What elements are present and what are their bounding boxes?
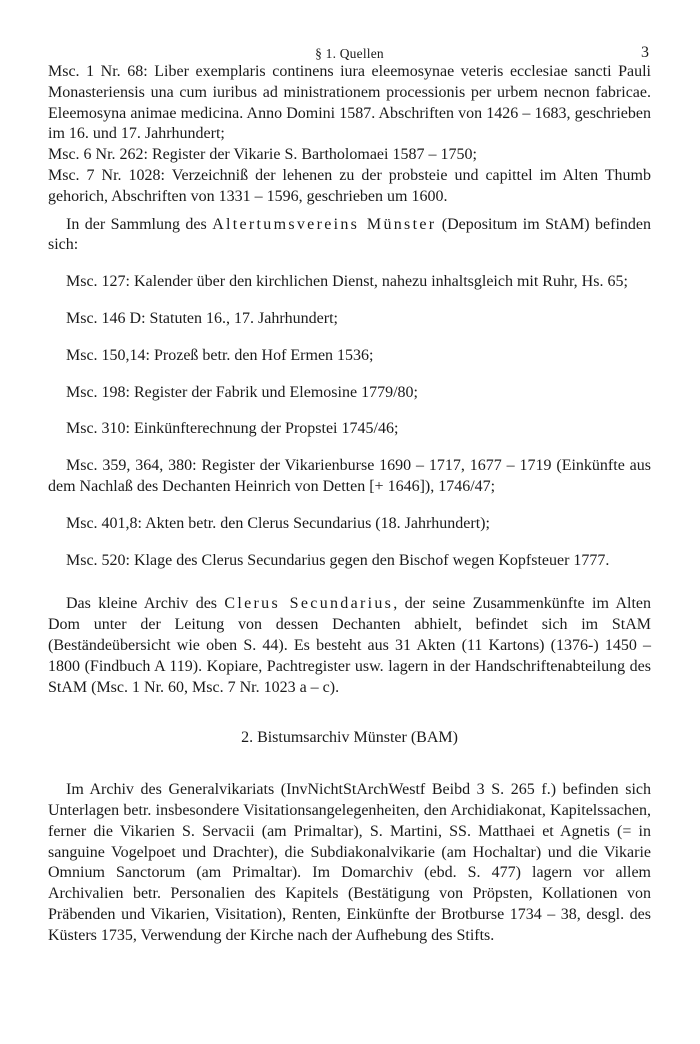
clerus-section [48,594,651,698]
section-heading: 2. Bistumsarchiv Münster (BAM) [241,729,458,747]
bistumsarchiv-paragraph: Im Archiv des Generalvikariats (InvNichtStArchWestf Beibd 3 S. 265 f.) befinden sich Unterlagen betr. insbesondere Visitationsangelegenheiten, den Archidiakonat, Kapitelssachen, ferner die Vikarien S. Servacii (am Primaltar), S. Martini, SS. Matthaei et Agnetis (= in sanguine Vogelpoet und Drachter), die Subdiakonalvikarie (am Hochaltar) und die Vikarie Omnium Sanctorum (am Primaltar). Im Domarchiv (ebd. S. 477) lagern vor allem Archivalien betr. Personalien des Kapitels (Bestätigung von Pröpsten, Kollationen von Präbenden und Vikarien, Visitation), Renten, Einkünfte der Brotburse 1734 – 38, desgl. des Küsters 1735, Verwendung der Kirche nach der Aufhebung des Stifts. [48,781,651,944]
intro-spaced-name: Altertumsvereins Münster [212,215,437,233]
bistumsarchiv-section [48,780,651,946]
manuscript-list [48,62,651,208]
altertum-item: Msc. 359, 364, 380: Register der Vikarienburse 1690 – 1717, 1677 – 1719 (Einkünfte aus dem Nachlaß des Dechanten Heinrich von Detten [+ 1646]), 1746/47; [48,457,651,495]
altertumsverein-section [48,215,651,572]
page-number: 3 [641,44,649,61]
intro-text-after: (Depositum im StAM) befinden sich: [48,215,651,254]
altertum-item: Msc. 198: Register der Fabrik und Elemosine 1779/80; [66,383,418,401]
altertum-item: Msc. 520: Klage des Clerus Secundarius gegen den Bischof wegen Kopfsteuer 1777. [66,551,610,569]
clerus-text-after: , der seine Zusammenkünfte im Alten Dom unter der Leitung von dessen Dechanten abhielt, befindet sich im StAM (Beständeübersicht wie oben S. 44). Es besteht aus 31 Akten (11 Kartons) (1376-) 1450 – 1800 (Findbuch A 119). Kopiare, Pachtregister usw. lagern in der Handschriftenabteilung des StAM (Msc. 1 Nr. 60, Msc. 7 Nr. 1023 a – c). [48,595,651,696]
clerus-paragraph [48,594,651,698]
msc-entry: Msc. 7 Nr. 1028: Verzeichniß der lehenen zu der probsteie und capittel im Alten Thumb gehorich, Abschriften von 1331 – 1596, geschrieben um 1600. [48,166,651,205]
document-page [48,0,651,947]
altertumsverein-intro [48,215,651,257]
altertum-item: Msc. 401,8: Akten betr. den Clerus Secundarius (18. Jahrhundert); [66,514,490,532]
running-title: § 1. Quellen [315,46,384,61]
intro-text-before: In der Sammlung des [66,215,213,233]
msc-entry: Msc. 6 Nr. 262: Register der Vikarie S. Bartholomaei 1587 – 1750; [48,146,477,164]
altertum-item: Msc. 127: Kalender über den kirchlichen Dienst, nahezu inhaltsgleich mit Ruhr, Hs. 65; [66,273,628,291]
running-header [48,0,651,62]
msc-entry: Msc. 1 Nr. 68: Liber exemplaris continens iura eleemosynae veteris ecclesiae sancti Pauli Monasteriensis una cum iuribus ad ministrationem processionis per urbem necnon fabricae. Eleemosyna animae medicina. Anno Domini 1587. Abschriften von 1426 – 1683, geschrieben im 16. und 17. Jahrhundert; [48,63,651,143]
clerus-spaced-name: Clerus Secundarius [224,595,394,613]
altertum-item: Msc. 146 D: Statuten 16., 17. Jahrhundert; [66,309,338,327]
clerus-text-before: Das kleine Archiv des [66,595,225,613]
altertum-item: Msc. 310: Einkünfterechnung der Propstei 1745/46; [66,420,399,438]
altertum-item: Msc. 150,14: Prozeß betr. den Hof Ermen 1536; [66,346,374,364]
